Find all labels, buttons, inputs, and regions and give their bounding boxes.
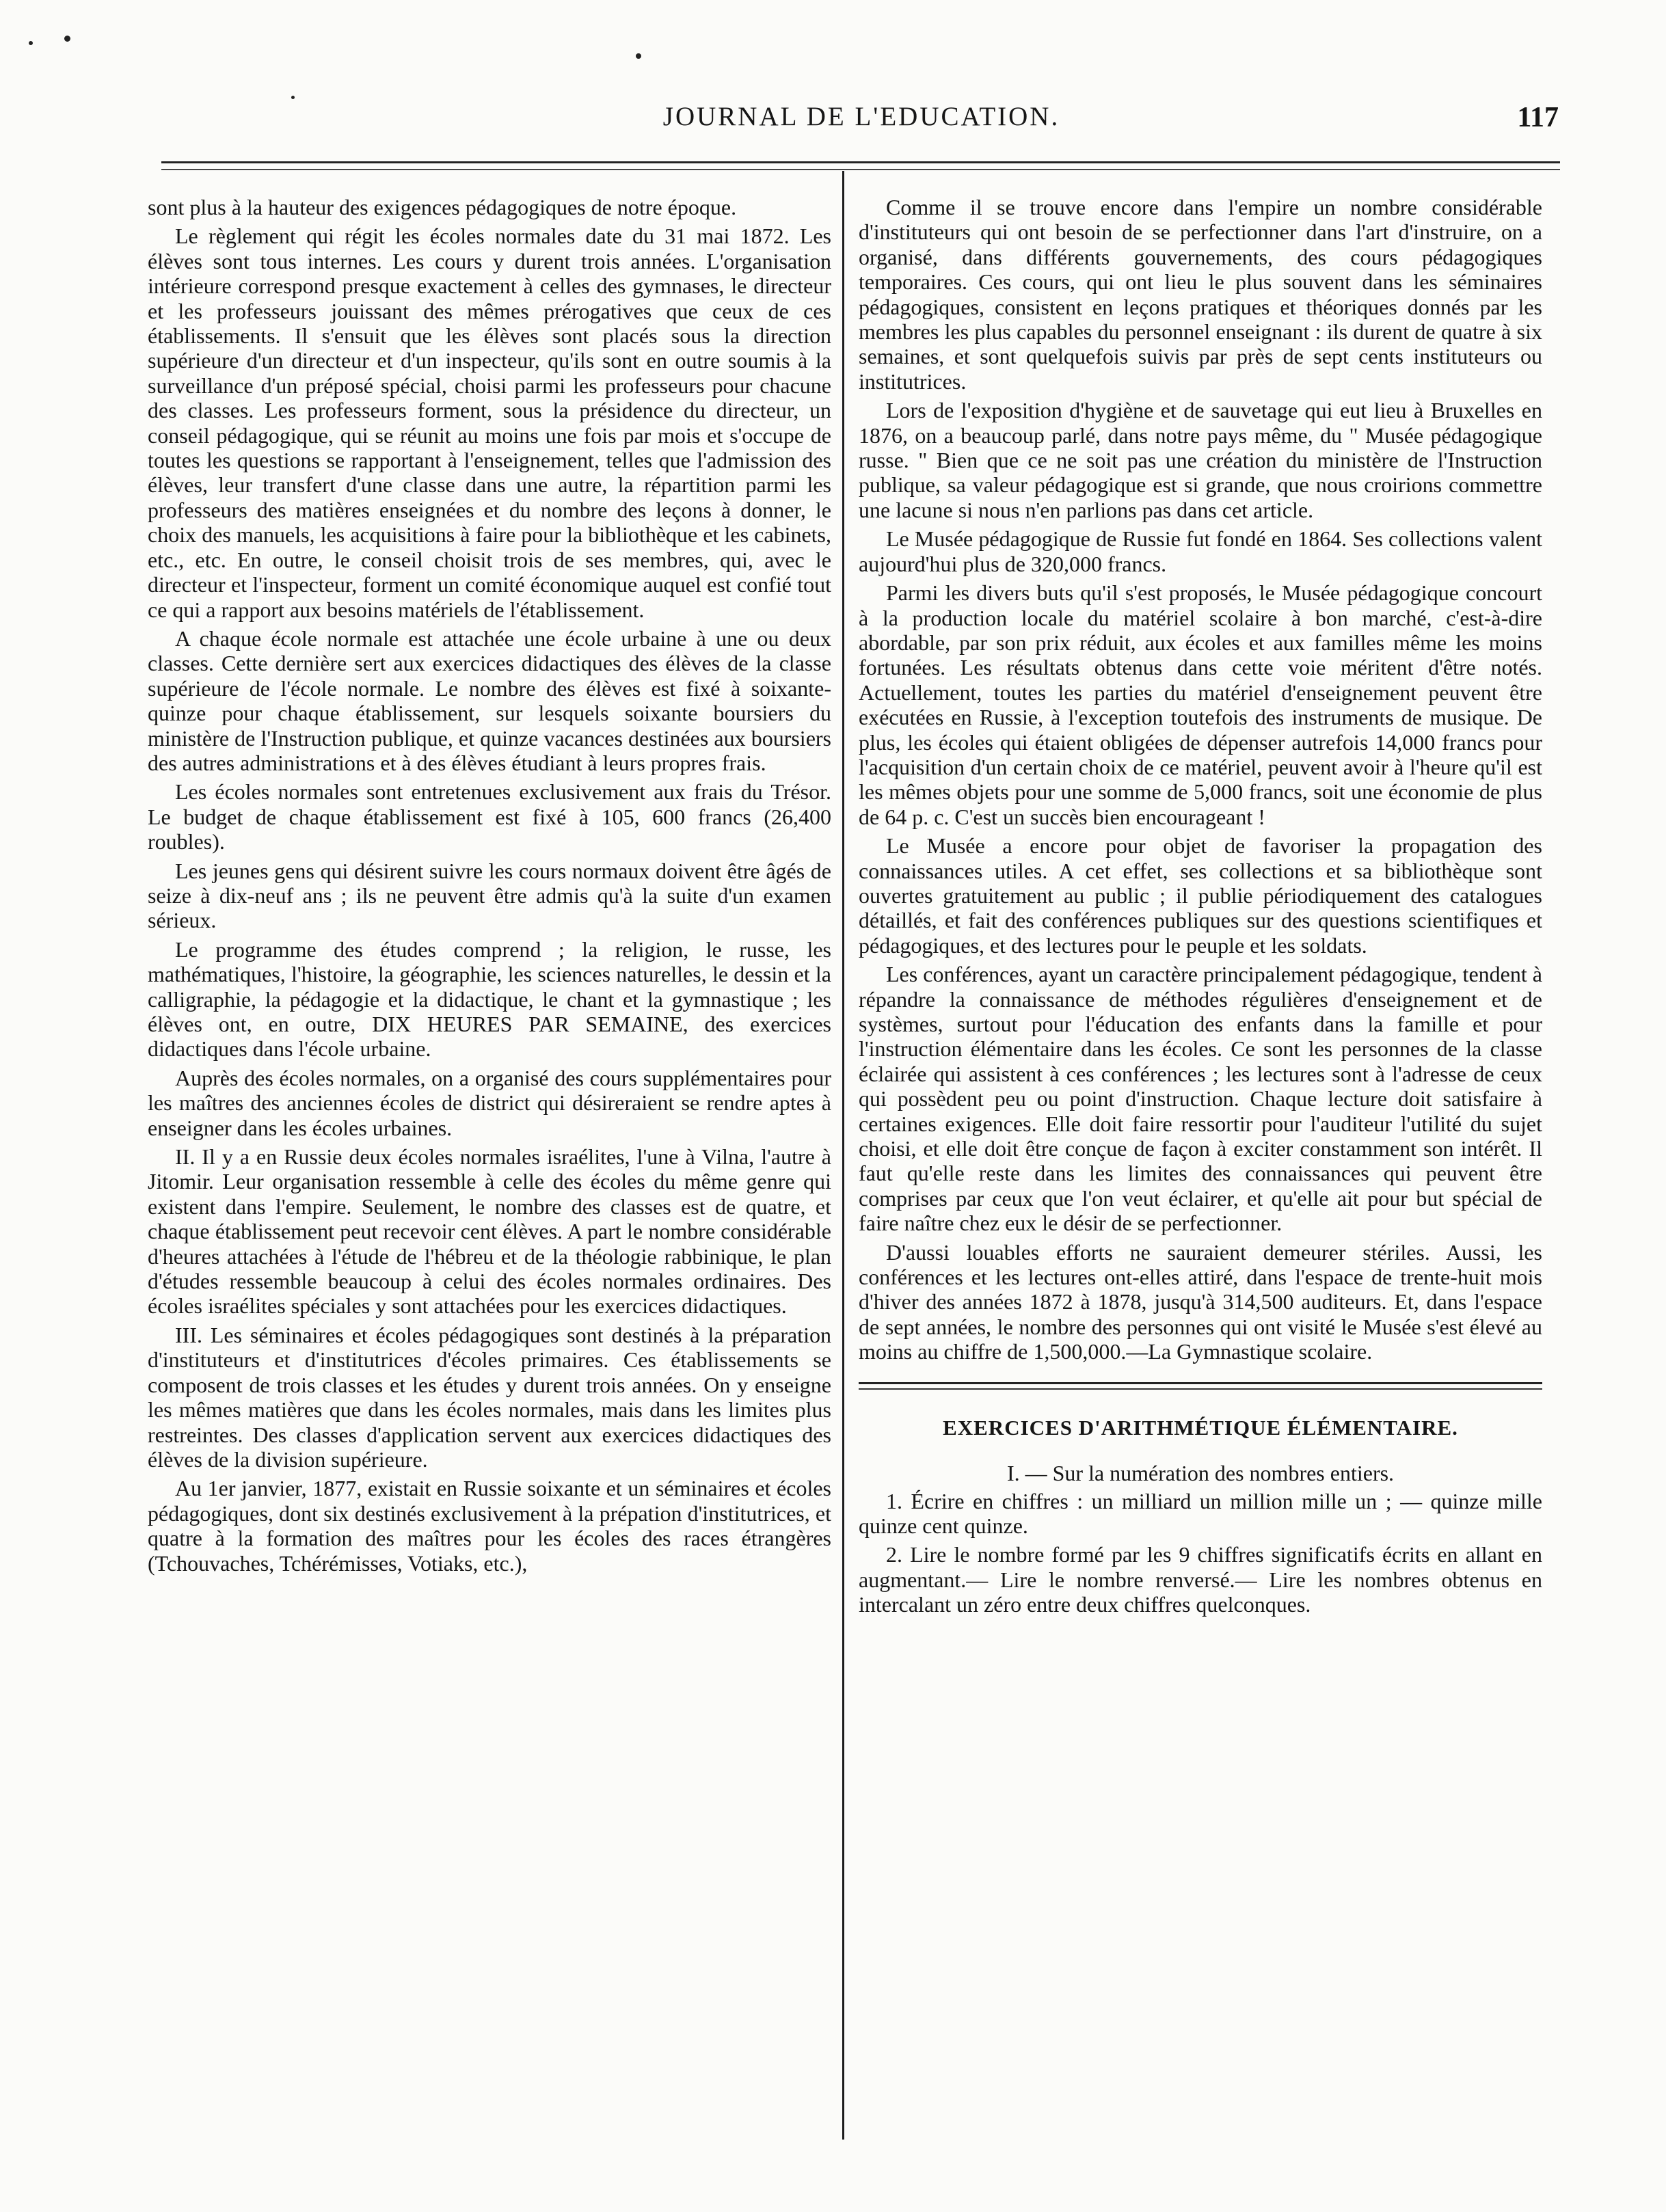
exercise-subtitle: I. — Sur la numération des nombres entiers. (1006, 1461, 1395, 1486)
paragraph: A chaque école normale est attachée une école urbaine à une ou deux classes. Cette dernière sert aux exercices didactiques des élèves de la classe supérieure de l'école normale. Le nombre des élèves est fixé à soixante-quinze pour chaque établissement, sur lesquels soixante boursiers du ministère de l'Instruction publique, et quinze vacances destinées aux boursiers des autres administrations et à des élèves étudiant à leurs propres frais. (148, 625, 831, 775)
paragraph: III. Les séminaires et écoles pédagogiques sont destinés à la préparation d'instituteurs et d'institutrices d'écoles primaires. Ces établissements se composent de trois classes et les études y durent trois années. On y enseigne les mêmes matières que dans les écoles normales, mais dans les limites plus restreintes. Des classes d'application servent aux exercices didactiques des élèves de la division supérieure. (148, 1322, 831, 1472)
paragraph: Le Musée pédagogique de Russie fut fondé en 1864. Ses collections valent aujourd'hui plus de 320,000 francs. (859, 526, 1542, 576)
paragraph: Les conférences, ayant un caractère principalement pédagogique, tendent à répandre la connaissance de méthodes régulières d'enseignement et de systèmes, surtout pour l'éducation des enfants dans la famille et pour l'instruction élémentaire dans les écoles. Ce sont les personnes de la classe éclairée qui assistent à ces conférences ; les lectures sont à l'adresse de ceux qui possèdent peu ou point d'instruction. Chaque lecture doit satisfaire à certaines exigences. Elle doit faire ressortir pour l'auditeur l'utilité du sujet choisi, et elle doit être conçue de façon à exciter constamment son intérêt. Il faut qu'elle reste dans les limites des connaissances qui peuvent être comprises par ceux que l'on veut éclairer, et qu'elle ait pour but spécial de faire naître chez eux le désir de se perfectionner. (859, 962, 1542, 1236)
exercise-item: 1. Écrire en chiffres : un milliard un million mille un ; — quinze mille quinze cent quinze. (859, 1488, 1542, 1538)
ink-speck (291, 96, 295, 99)
page-header (164, 101, 1559, 142)
exercise-item: 2. Lire le nombre formé par les 9 chiffres significatifs écrits en allant en augmentant.— Lire le nombre renversé.— Lire les nombres obtenus en intercalant un zéro entre deux chiffres quelconques. (859, 1542, 1542, 1617)
paragraph: D'aussi louables efforts ne sauraient demeurer stériles. Aussi, les conférences et les lectures ont-elles attiré, dans l'espace de trente-huit mois d'hiver des années 1872 à 1878, jusqu'à 314,500 auditeurs. Et, dans l'espace de sept années, le nombre des personnes qui ont visité le Musée s'est élevé au moins au chiffre de 1,500,000.—La Gymnastique scolaire. (859, 1239, 1542, 1364)
section-rule (859, 1382, 1542, 1390)
paragraph: Comme il se trouve encore dans l'empire un nombre considérable d'instituteurs qui ont besoin de se perfectionner dans l'art d'instruire, on a organisé, dans différents gouvernements, des cours pédagogiques temporaires. Ces cours, qui ont lieu le plus souvent dans les séminaires pédagogiques, consistent en leçons pratiques et théoriques donnés par les membres les plus capables du personnel enseignant : ils durent de quatre à six semaines, et sont quelquefois suivis par près de sept cents instituteurs ou institutrices. (859, 195, 1542, 394)
page-number: 117 (1517, 102, 1559, 133)
paragraph: Les écoles normales sont entretenues exclusivement aux frais du Trésor. Le budget de chaque établissement est fixé à 105, 600 francs (26,400 roubles). (148, 779, 831, 854)
paragraph: sont plus à la hauteur des exigences pédagogiques de notre époque. (148, 195, 737, 219)
column-divider (842, 171, 844, 2140)
paragraph: II. Il y a en Russie deux écoles normales israélites, l'une à Vilna, l'autre à Jitomir. Leur organisation ressemble à celle des écoles du même genre qui existent dans l'empire. Seulement, le nombre des classes est de quatre, et chaque établissement peut recevoir cent élèves. A part le nombre considérable d'heures attachées à l'étude de l'hébreu et de la théologie rabbinique, le plan d'études ressemble beaucoup à celui des écoles normales ordinaires. Des écoles israélites spéciales y sont attachées pour les exercices didactiques. (148, 1144, 831, 1319)
header-rule (161, 161, 1560, 170)
right-column (859, 195, 1542, 1621)
paragraph: Le règlement qui régit les écoles normales date du 31 mai 1872. Les élèves sont tous internes. Les cours y durent trois années. L'organisation intérieure correspond presque exactement à celles des gymnases, le directeur et les professeurs jouissant des mêmes prérogatives que ceux de ces établissements. Il s'ensuit que les élèves sont placés sous la direction supérieure d'un directeur et d'un inspecteur, qu'ils sont en outre soumis à la surveillance d'un préposé spécial, choisi parmi les professeurs pour chacune des classes. Les professeurs forment, sous la présidence du directeur, un conseil pédagogique, qui se réunit au moins une fois par mois et s'occupe de toutes les questions se rapportant à l'enseignement, telles que l'admission des élèves, leur transfert d'une classe dans une autre, la répartition parmi les professeurs des matières enseignées et du nombre des leçons à donner, le choix des manuels, les acquisitions à faire pour la bibliothèque et les cabinets, etc., etc. En outre, le conseil choisit trois de ses membres, qui, avec le directeur et l'inspecteur, forment un comité économique auquel est confié tout ce qui a rapport aux besoins matériels de l'établissement. (148, 224, 831, 622)
paragraph: Le programme des études comprend ; la religion, le russe, les mathématiques, l'histoire, la géographie, les sciences naturelles, le dessin et la calligraphie, la pédagogie et la didactique, le chant et la gymnastique ; les élèves ont, en outre, DIX HEURES PAR SEMAINE, des exercices didactiques dans l'école urbaine. (148, 936, 831, 1062)
paragraph: Parmi les divers buts qu'il s'est proposés, le Musée pédagogique concourt à la production locale du matériel scolaire à bon marché, c'est-à-dire abordable, par son prix réduit, aux écoles et aux familles même les moins fortunées. Les résultats obtenus dans cette voie méritent d'être notés. Actuellement, toutes les parties du matériel d'enseignement peuvent être exécutées en Russie, à l'exception toutefois des instruments de musique. De plus, les écoles qui étaient obligées de dépenser autrefois 14,000 francs pour l'acquisition d'un certain choix de ce matériel, peuvent avoir à l'heure qu'il est les mêmes objets pour une somme de 5,000 francs, soit une économie de plus de 64 p. c. C'est un succès bien encourageant ! (859, 580, 1542, 829)
left-column (148, 195, 831, 1580)
paragraph: Les jeunes gens qui désirent suivre les cours normaux doivent être âgés de seize à dix-neuf ans ; ils ne peuvent être admis qu'à la suite d'un examen sérieux. (148, 858, 831, 933)
journal-title: JOURNAL DE L'EDUCATION. (662, 102, 1060, 131)
section-title: EXERCICES D'ARITHMÉTIQUE ÉLÉMENTAIRE. (943, 1415, 1458, 1440)
paragraph: Auprès des écoles normales, on a organisé des cours supplémentaires pour les maîtres des anciennes écoles de district qui désireraient se rendre aptes à enseigner dans les écoles urbaines. (148, 1065, 831, 1140)
paragraph: Le Musée a encore pour objet de favoriser la propagation des connaissances utiles. A cet effet, ses collections et sa bibliothèque sont ouvertes gratuitement au public ; il publie périodiquement des catalogues détaillés, et fait des conférences publiques sur des questions scientifiques et pédagogiques, et des lectures pour le peuple et les soldats. (859, 833, 1542, 958)
ink-speck (636, 53, 641, 59)
paragraph: Au 1er janvier, 1877, existait en Russie soixante et un séminaires et écoles pédagogiques, dont six destinés exclusivement à la prépation d'institutrices, et quatre à la formation des maîtres pour les écoles des races étrangères (Tchouvaches, Tchérémisses, Votiaks, etc.), (148, 1476, 831, 1576)
ink-speck (64, 36, 70, 42)
paragraph: Lors de l'exposition d'hygiène et de sauvetage qui eut lieu à Bruxelles en 1876, on a beaucoup parlé, dans notre pays même, du " Musée pédagogique russe. " Bien que ce ne soit pas une création du ministère de l'Instruction publique, sa valeur pédagogique est si grande, que nous croirions commettre une lacune si nous n'en parlions pas dans cet article. (859, 398, 1542, 522)
ink-speck (29, 41, 33, 45)
